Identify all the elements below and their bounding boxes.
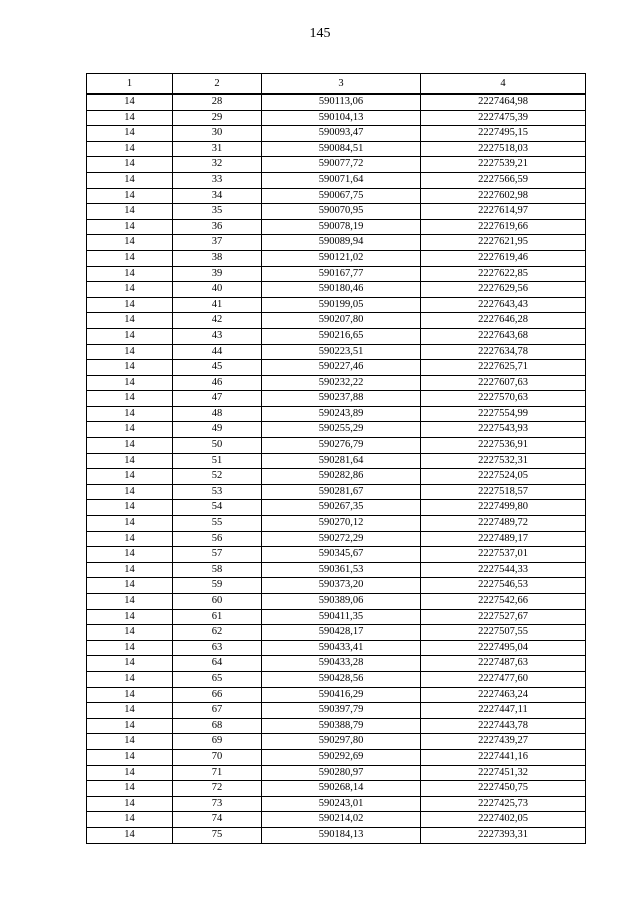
table-cell: 2227602,98 xyxy=(421,188,586,204)
table-cell: 590397,79 xyxy=(262,703,421,719)
table-row xyxy=(87,703,586,719)
table-row xyxy=(87,749,586,765)
table-cell: 28 xyxy=(173,94,262,110)
table-row xyxy=(87,656,586,672)
table-cell: 70 xyxy=(173,749,262,765)
table-cell: 590297,80 xyxy=(262,734,421,750)
column-header-3: 3 xyxy=(262,74,421,95)
table-cell: 590373,20 xyxy=(262,578,421,594)
table-row xyxy=(87,406,586,422)
table-row xyxy=(87,500,586,516)
table-cell: 14 xyxy=(87,609,173,625)
table-cell: 2227629,56 xyxy=(421,282,586,298)
table-cell: 30 xyxy=(173,126,262,142)
table-cell: 590243,89 xyxy=(262,406,421,422)
table-cell: 590167,77 xyxy=(262,266,421,282)
table-row xyxy=(87,796,586,812)
table-cell: 590255,29 xyxy=(262,422,421,438)
table-row xyxy=(87,640,586,656)
table-cell: 2227439,27 xyxy=(421,734,586,750)
table-cell: 590078,19 xyxy=(262,219,421,235)
table-cell: 590411,35 xyxy=(262,609,421,625)
table-cell: 43 xyxy=(173,328,262,344)
table-row xyxy=(87,484,586,500)
table-row xyxy=(87,578,586,594)
table-cell: 14 xyxy=(87,360,173,376)
table-cell: 2227622,85 xyxy=(421,266,586,282)
table-cell: 590184,13 xyxy=(262,827,421,843)
table-cell: 590389,06 xyxy=(262,594,421,610)
table-cell: 2227527,67 xyxy=(421,609,586,625)
table-cell: 14 xyxy=(87,687,173,703)
page-number: 145 xyxy=(309,26,331,41)
table-cell: 2227643,68 xyxy=(421,328,586,344)
table-header-row xyxy=(87,74,586,95)
table-row xyxy=(87,469,586,485)
column-header-1: 1 xyxy=(87,74,173,95)
table-cell: 14 xyxy=(87,282,173,298)
table-cell: 2227464,98 xyxy=(421,94,586,110)
table-cell: 14 xyxy=(87,469,173,485)
column-header-4: 4 xyxy=(421,74,586,95)
table-row xyxy=(87,765,586,781)
table-cell: 2227495,04 xyxy=(421,640,586,656)
table-cell: 590276,79 xyxy=(262,438,421,454)
table-cell: 590345,67 xyxy=(262,547,421,563)
table-cell: 67 xyxy=(173,703,262,719)
table-cell: 65 xyxy=(173,671,262,687)
table-cell: 2227607,63 xyxy=(421,375,586,391)
table-cell: 2227554,99 xyxy=(421,406,586,422)
table-cell: 14 xyxy=(87,94,173,110)
table-row xyxy=(87,609,586,625)
table-row xyxy=(87,375,586,391)
table-row xyxy=(87,516,586,532)
table-row xyxy=(87,718,586,734)
table-cell: 68 xyxy=(173,718,262,734)
table-cell: 2227402,05 xyxy=(421,812,586,828)
table-cell: 2227619,46 xyxy=(421,250,586,266)
table-cell: 61 xyxy=(173,609,262,625)
table-row xyxy=(87,812,586,828)
table-cell: 2227546,53 xyxy=(421,578,586,594)
table-cell: 2227425,73 xyxy=(421,796,586,812)
table-cell: 41 xyxy=(173,297,262,313)
table-cell: 2227489,72 xyxy=(421,516,586,532)
table-cell: 39 xyxy=(173,266,262,282)
table-cell: 36 xyxy=(173,219,262,235)
table-cell: 29 xyxy=(173,110,262,126)
table-cell: 590121,02 xyxy=(262,250,421,266)
table-row xyxy=(87,547,586,563)
table-cell: 590180,46 xyxy=(262,282,421,298)
table-cell: 590199,05 xyxy=(262,297,421,313)
table-cell: 590070,95 xyxy=(262,204,421,220)
table-cell: 590223,51 xyxy=(262,344,421,360)
table-cell: 590077,72 xyxy=(262,157,421,173)
table-cell: 590270,12 xyxy=(262,516,421,532)
table-cell: 54 xyxy=(173,500,262,516)
table-cell: 14 xyxy=(87,375,173,391)
table-cell: 46 xyxy=(173,375,262,391)
table-cell: 14 xyxy=(87,718,173,734)
table-row xyxy=(87,94,586,110)
table-cell: 590416,29 xyxy=(262,687,421,703)
table-cell: 2227524,05 xyxy=(421,469,586,485)
table-cell: 53 xyxy=(173,484,262,500)
table-body xyxy=(87,94,586,843)
table-row xyxy=(87,671,586,687)
table-cell: 2227507,55 xyxy=(421,625,586,641)
table-cell: 590089,94 xyxy=(262,235,421,251)
table-cell: 590433,41 xyxy=(262,640,421,656)
table-cell: 2227393,31 xyxy=(421,827,586,843)
table-cell: 14 xyxy=(87,671,173,687)
table-cell: 2227544,33 xyxy=(421,562,586,578)
table-cell: 14 xyxy=(87,297,173,313)
table-cell: 14 xyxy=(87,812,173,828)
table-row xyxy=(87,734,586,750)
coordinates-table xyxy=(86,73,586,844)
table-row xyxy=(87,219,586,235)
table-cell: 2227542,66 xyxy=(421,594,586,610)
table-cell: 590207,80 xyxy=(262,313,421,329)
table-cell: 14 xyxy=(87,406,173,422)
table-cell: 590216,65 xyxy=(262,328,421,344)
table-cell: 2227621,95 xyxy=(421,235,586,251)
table-cell: 40 xyxy=(173,282,262,298)
table-cell: 52 xyxy=(173,469,262,485)
table-cell: 590067,75 xyxy=(262,188,421,204)
table-row xyxy=(87,360,586,376)
table-cell: 72 xyxy=(173,781,262,797)
table-cell: 14 xyxy=(87,594,173,610)
table-cell: 34 xyxy=(173,188,262,204)
table-cell: 47 xyxy=(173,391,262,407)
table-row xyxy=(87,313,586,329)
table-cell: 2227543,93 xyxy=(421,422,586,438)
table-cell: 2227441,16 xyxy=(421,749,586,765)
table-cell: 69 xyxy=(173,734,262,750)
table-cell: 14 xyxy=(87,484,173,500)
table-cell: 2227643,43 xyxy=(421,297,586,313)
table-cell: 14 xyxy=(87,141,173,157)
table-cell: 2227518,03 xyxy=(421,141,586,157)
table-cell: 58 xyxy=(173,562,262,578)
table-cell: 48 xyxy=(173,406,262,422)
table-cell: 44 xyxy=(173,344,262,360)
table-cell: 2227463,24 xyxy=(421,687,586,703)
table-cell: 2227570,63 xyxy=(421,391,586,407)
table-cell: 2227634,78 xyxy=(421,344,586,360)
table-row xyxy=(87,781,586,797)
table-cell: 55 xyxy=(173,516,262,532)
table-cell: 590084,51 xyxy=(262,141,421,157)
table-cell: 75 xyxy=(173,827,262,843)
table-cell: 590272,29 xyxy=(262,531,421,547)
table-cell: 2227537,01 xyxy=(421,547,586,563)
table-cell: 14 xyxy=(87,235,173,251)
table-cell: 14 xyxy=(87,188,173,204)
table-row xyxy=(87,297,586,313)
table-cell: 59 xyxy=(173,578,262,594)
table-cell: 62 xyxy=(173,625,262,641)
table-cell: 590281,67 xyxy=(262,484,421,500)
table-cell: 14 xyxy=(87,796,173,812)
table-cell: 590433,28 xyxy=(262,656,421,672)
table-cell: 14 xyxy=(87,438,173,454)
table-cell: 60 xyxy=(173,594,262,610)
table-cell: 590281,64 xyxy=(262,453,421,469)
table-cell: 73 xyxy=(173,796,262,812)
table-cell: 14 xyxy=(87,781,173,797)
table-cell: 2227566,59 xyxy=(421,172,586,188)
table-cell: 14 xyxy=(87,391,173,407)
table-cell: 14 xyxy=(87,640,173,656)
table-cell: 31 xyxy=(173,141,262,157)
table-cell: 2227539,21 xyxy=(421,157,586,173)
table-cell: 74 xyxy=(173,812,262,828)
table-cell: 14 xyxy=(87,126,173,142)
table-cell: 64 xyxy=(173,656,262,672)
table-cell: 38 xyxy=(173,250,262,266)
table-cell: 63 xyxy=(173,640,262,656)
table-row xyxy=(87,827,586,843)
table-cell: 37 xyxy=(173,235,262,251)
table-cell: 590093,47 xyxy=(262,126,421,142)
table-row xyxy=(87,188,586,204)
table-row xyxy=(87,594,586,610)
table-row xyxy=(87,110,586,126)
table-row xyxy=(87,172,586,188)
table-cell: 14 xyxy=(87,656,173,672)
table-cell: 14 xyxy=(87,578,173,594)
table-row xyxy=(87,422,586,438)
table-row xyxy=(87,328,586,344)
table-cell: 14 xyxy=(87,827,173,843)
table-cell: 14 xyxy=(87,734,173,750)
table-cell: 590280,97 xyxy=(262,765,421,781)
table-cell: 42 xyxy=(173,313,262,329)
table-cell: 56 xyxy=(173,531,262,547)
table-row xyxy=(87,204,586,220)
table-cell: 14 xyxy=(87,749,173,765)
table-cell: 14 xyxy=(87,703,173,719)
table-cell: 14 xyxy=(87,110,173,126)
table-row xyxy=(87,562,586,578)
table-cell: 590428,17 xyxy=(262,625,421,641)
table-row xyxy=(87,625,586,641)
table-cell: 14 xyxy=(87,219,173,235)
table-cell: 2227646,28 xyxy=(421,313,586,329)
table-row xyxy=(87,438,586,454)
table-cell: 2227443,78 xyxy=(421,718,586,734)
table-cell: 14 xyxy=(87,204,173,220)
table-cell: 71 xyxy=(173,765,262,781)
table-cell: 14 xyxy=(87,266,173,282)
table-cell: 2227475,39 xyxy=(421,110,586,126)
table-row xyxy=(87,235,586,251)
table-cell: 2227532,31 xyxy=(421,453,586,469)
table-cell: 590361,53 xyxy=(262,562,421,578)
table-cell: 14 xyxy=(87,531,173,547)
table-row xyxy=(87,266,586,282)
table-cell: 2227614,97 xyxy=(421,204,586,220)
table-row xyxy=(87,344,586,360)
table-cell: 14 xyxy=(87,422,173,438)
table-cell: 14 xyxy=(87,547,173,563)
table-row xyxy=(87,141,586,157)
table-cell: 2227518,57 xyxy=(421,484,586,500)
table-cell: 2227447,11 xyxy=(421,703,586,719)
table-cell: 2227536,91 xyxy=(421,438,586,454)
table-cell: 590227,46 xyxy=(262,360,421,376)
table-cell: 590267,35 xyxy=(262,500,421,516)
table-cell: 590268,14 xyxy=(262,781,421,797)
table-row xyxy=(87,282,586,298)
table-cell: 590282,86 xyxy=(262,469,421,485)
table-cell: 590292,69 xyxy=(262,749,421,765)
table-cell: 14 xyxy=(87,344,173,360)
table-cell: 2227487,63 xyxy=(421,656,586,672)
table-cell: 49 xyxy=(173,422,262,438)
table-cell: 14 xyxy=(87,453,173,469)
table-row xyxy=(87,453,586,469)
table-cell: 33 xyxy=(173,172,262,188)
table-row xyxy=(87,157,586,173)
table-cell: 590232,22 xyxy=(262,375,421,391)
table-row xyxy=(87,391,586,407)
table-cell: 14 xyxy=(87,328,173,344)
table-cell: 590428,56 xyxy=(262,671,421,687)
table-cell: 590071,64 xyxy=(262,172,421,188)
table-cell: 14 xyxy=(87,313,173,329)
table-cell: 66 xyxy=(173,687,262,703)
table-cell: 14 xyxy=(87,625,173,641)
table-row xyxy=(87,126,586,142)
table-cell: 2227499,80 xyxy=(421,500,586,516)
table-row xyxy=(87,531,586,547)
table-cell: 35 xyxy=(173,204,262,220)
table-cell: 2227489,17 xyxy=(421,531,586,547)
table-cell: 14 xyxy=(87,516,173,532)
table-cell: 51 xyxy=(173,453,262,469)
table-cell: 590113,06 xyxy=(262,94,421,110)
table-cell: 2227495,15 xyxy=(421,126,586,142)
table-cell: 14 xyxy=(87,172,173,188)
table-cell: 14 xyxy=(87,250,173,266)
table-cell: 2227450,75 xyxy=(421,781,586,797)
table-cell: 590214,02 xyxy=(262,812,421,828)
table-cell: 590237,88 xyxy=(262,391,421,407)
table-row xyxy=(87,687,586,703)
table-cell: 2227619,66 xyxy=(421,219,586,235)
table-cell: 2227625,71 xyxy=(421,360,586,376)
table-cell: 14 xyxy=(87,765,173,781)
table-cell: 14 xyxy=(87,157,173,173)
table-cell: 590388,79 xyxy=(262,718,421,734)
table-cell: 45 xyxy=(173,360,262,376)
table-cell: 14 xyxy=(87,562,173,578)
table-cell: 2227451,32 xyxy=(421,765,586,781)
table-cell: 590243,01 xyxy=(262,796,421,812)
table-cell: 590104,13 xyxy=(262,110,421,126)
column-header-2: 2 xyxy=(173,74,262,95)
table-cell: 32 xyxy=(173,157,262,173)
table-cell: 50 xyxy=(173,438,262,454)
table-cell: 14 xyxy=(87,500,173,516)
table-row xyxy=(87,250,586,266)
table-cell: 2227477,60 xyxy=(421,671,586,687)
table-cell: 57 xyxy=(173,547,262,563)
